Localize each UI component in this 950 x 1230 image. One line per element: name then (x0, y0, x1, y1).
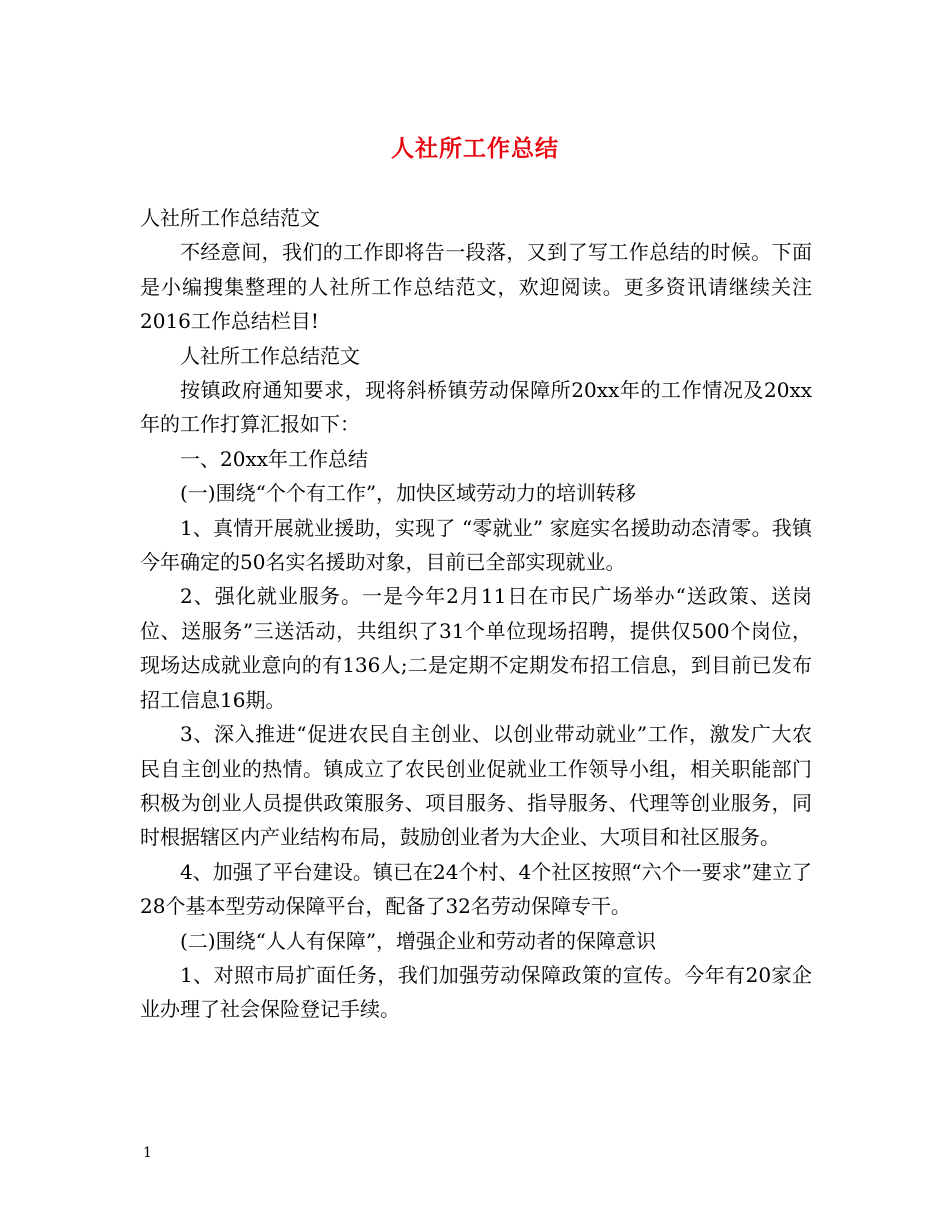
paragraph: 2、强化就业服务。一是今年2月11日在市民广场举办“送政策、送岗位、送服务”三送活动，共组织了31个单位现场招聘，提供仅500个岗位，现场达成就业意向的有136人;二是定期不定期发布招工信息，到目前已发布招工信息16期。 (140, 584, 812, 712)
document-title: 人社所工作总结 (391, 135, 559, 162)
paragraph: 人社所工作总结范文 (180, 343, 360, 368)
paragraph: 1、对照市局扩面任务，我们加强劳动保障政策的宣传。今年有20家企业办理了社会保险登记手续。 (140, 962, 812, 1022)
paragraph: 1、真情开展就业援助，实现了 “零就业” 家庭实名援助动态清零。我镇今年确定的50名实名援助对象，目前已全部实现就业。 (140, 515, 812, 575)
paragraph: 一、20xx年工作总结 (180, 446, 369, 471)
paragraph: (一)围绕“个个有工作”，加快区域劳动力的培训转移 (180, 481, 637, 506)
paragraph: 4、加强了平台建设。镇已在24个村、4个社区按照“六个一要求”建立了28个基本型劳动保障平台，配备了32名劳动保障专干。 (140, 859, 812, 919)
page-number: 1 (143, 1145, 152, 1161)
paragraph: (二)围绕“人人有保障”，增强企业和劳动者的保障意识 (180, 928, 657, 953)
paragraph: 3、深入推进“促进农民自主创业、以创业带动就业”工作，激发广大农民自主创业的热情。镇成立了农民创业促就业工作领导小组，相关职能部门积极为创业人员提供政策服务、项目服务、指导服务、代理等创业服务，同时根据辖区内产业结构布局，鼓励创业者为大企业、大项目和社区服务。 (140, 722, 812, 850)
paragraph: 不经意间，我们的工作即将告一段落，又到了写工作总结的时候。下面是小编搜集整理的人社所工作总结范文，欢迎阅读。更多资讯请继续关注2016工作总结栏目! (140, 240, 812, 334)
paragraph: 人社所工作总结范文 (140, 206, 320, 230)
paragraph: 按镇政府通知要求，现将斜桥镇劳动保障所20xx年的工作情况及20xx年的工作打算汇报如下： (140, 378, 812, 437)
document-body (140, 201, 812, 1027)
